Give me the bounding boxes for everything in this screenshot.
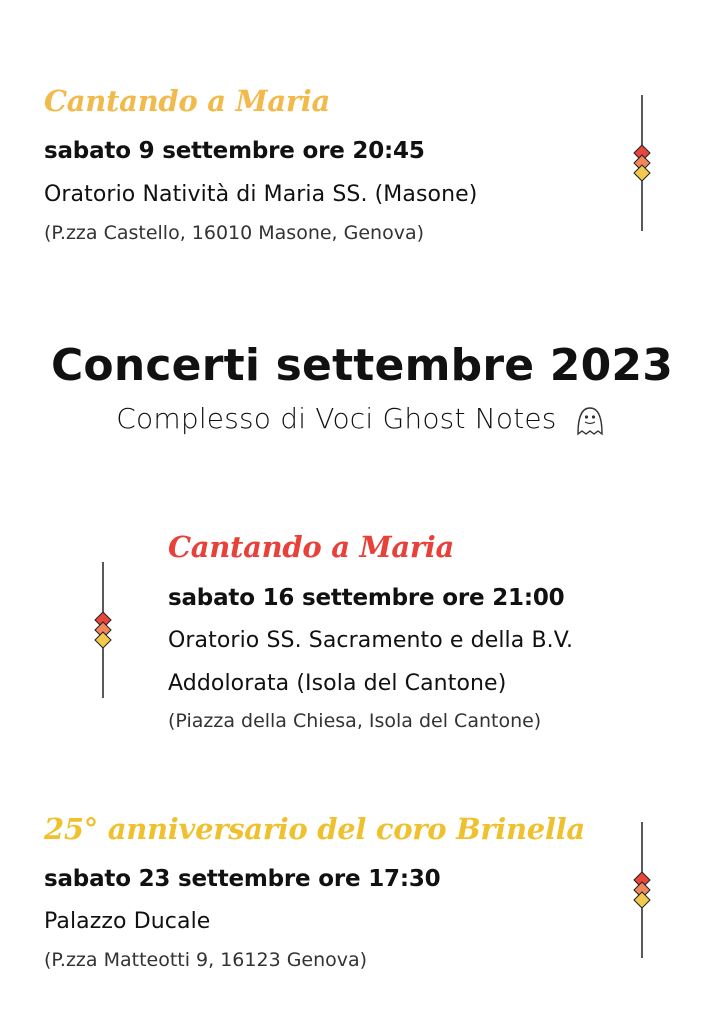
ghost-icon <box>572 402 608 438</box>
event-1-address: (P.zza Castello, 16010 Masone, Genova) <box>44 222 425 244</box>
event-3-venue: Palazzo Ducale <box>44 909 211 934</box>
event-2-address: (Piazza della Chiesa, Isola del Cantone) <box>168 710 542 732</box>
page-title: Concerti settembre 2023 <box>50 340 674 391</box>
event-2-venue-line1: Oratorio SS. Sacramento e della B.V. <box>168 628 574 653</box>
event-3-datetime: sabato 23 settembre ore 17:30 <box>44 866 441 892</box>
subtitle-text: Complesso di Voci Ghost Notes <box>116 402 557 435</box>
event-3-address: (P.zza Matteotti 9, 16123 Genova) <box>44 949 368 971</box>
event-2-venue-line2: Addolorata (Isola del Cantone) <box>168 671 507 696</box>
event-1-datetime: sabato 9 settembre ore 20:45 <box>44 138 425 164</box>
event-2-title: Cantando a Maria <box>168 530 455 564</box>
event-1-venue: Oratorio Natività di Maria SS. (Masone) <box>44 182 478 207</box>
diamond-ornament-icon <box>627 95 657 235</box>
event-2-datetime: sabato 16 settembre ore 21:00 <box>168 585 565 611</box>
event-3-title: 25° anniversario del coro Brinella <box>44 812 585 846</box>
page-subtitle <box>0 402 724 438</box>
event-1-title: Cantando a Maria <box>44 84 331 118</box>
diamond-ornament-icon <box>88 562 118 702</box>
diamond-ornament-icon <box>627 822 657 962</box>
